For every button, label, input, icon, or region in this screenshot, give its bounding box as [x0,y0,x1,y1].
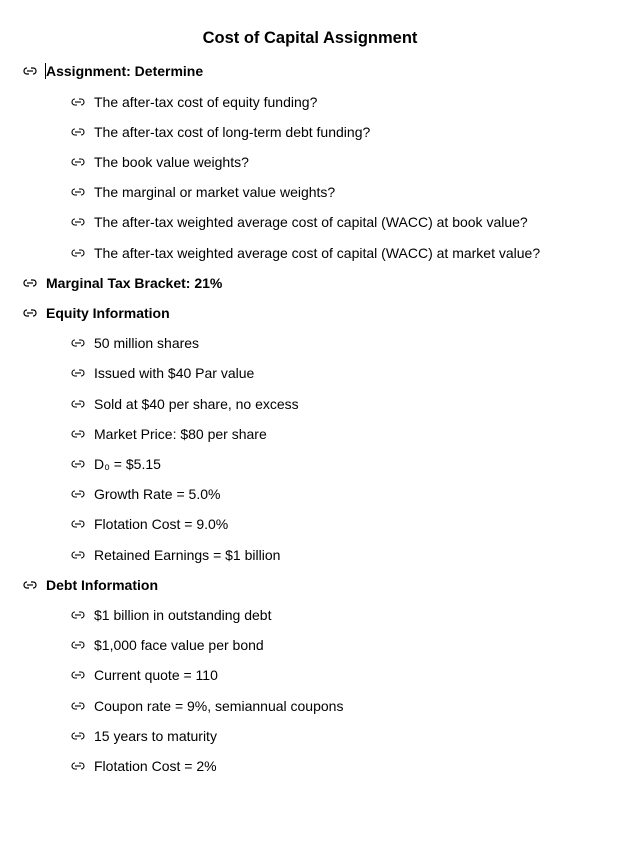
link-bullet-icon [70,519,86,529]
page-title: Cost of Capital Assignment [202,29,418,47]
link-bullet-icon [70,610,86,620]
list-item [70,362,254,384]
list-item-text: Issued with $40 Par value [94,365,255,381]
link-bullet-icon [70,459,86,469]
link-bullet-icon [70,217,86,227]
list-item [70,604,271,626]
section-heading-label: Debt Information [46,577,158,593]
list-item [70,544,280,566]
section-heading-equity [22,302,170,324]
link-bullet-icon [70,761,86,771]
link-bullet-icon [70,127,86,137]
list-item-text: The after-tax cost of long-term debt funding? [94,124,371,140]
list-item-text: $1,000 face value per bond [94,637,264,653]
list-item [70,151,249,173]
list-item [70,211,528,233]
list-item [70,91,317,113]
list-item-text: Growth Rate = 5.0% [94,486,221,502]
list-item-text: Current quote = 110 [94,667,218,683]
list-item [70,755,217,777]
list-item [70,453,161,475]
list-item [70,664,218,686]
list-item-text: Sold at $40 per share, no excess [94,396,299,412]
section-heading-tax-bracket [22,272,222,294]
list-item [70,393,299,415]
list-item-text: 15 years to maturity [94,728,217,744]
link-bullet-icon [22,278,38,288]
link-bullet-icon [70,338,86,348]
list-item-text: The after-tax weighted average cost of capital (WACC) at market value? [94,245,541,261]
list-item-text: $1 billion in outstanding debt [94,607,272,623]
list-item [70,332,199,354]
section-heading-label: Marginal Tax Bracket: 21% [46,275,223,291]
list-item-text: Coupon rate = 9%, semiannual coupons [94,698,344,714]
list-item-text: The book value weights? [94,154,249,170]
list-item-text: The after-tax cost of equity funding? [94,94,318,110]
link-bullet-icon [70,157,86,167]
link-bullet-icon [70,731,86,741]
list-item [70,242,540,264]
list-item-text: Retained Earnings = $1 billion [94,547,281,563]
list-item [70,634,264,656]
list-item [70,121,370,143]
list-item [70,513,228,535]
list-item [70,483,220,505]
list-item-text: 50 million shares [94,335,200,351]
link-bullet-icon [70,399,86,409]
link-bullet-icon [70,670,86,680]
list-item [70,181,335,203]
link-bullet-icon [70,429,86,439]
link-bullet-icon [22,66,38,76]
list-item [70,695,343,717]
list-item-text: The marginal or market value weights? [94,184,336,200]
section-heading-label: Equity Information [46,305,170,321]
list-item [70,423,267,445]
section-heading-debt [22,574,158,596]
section-heading-assignment [22,60,203,82]
link-bullet-icon [70,640,86,650]
list-item-text: The after-tax weighted average cost of capital (WACC) at book value? [94,214,528,230]
list-item-text: Market Price: $80 per share [94,426,267,442]
link-bullet-icon [22,308,38,318]
link-bullet-icon [70,701,86,711]
link-bullet-icon [70,248,86,258]
list-item [70,725,217,747]
link-bullet-icon [70,368,86,378]
link-bullet-icon [70,550,86,560]
link-bullet-icon [22,580,38,590]
list-item-text: D₀ = $5.15 [94,456,161,472]
link-bullet-icon [70,97,86,107]
list-item-text: Flotation Cost = 2% [94,758,217,774]
link-bullet-icon [70,489,86,499]
link-bullet-icon [70,187,86,197]
list-item-text: Flotation Cost = 9.0% [94,516,229,532]
section-heading-label: Assignment: Determine [46,63,204,79]
